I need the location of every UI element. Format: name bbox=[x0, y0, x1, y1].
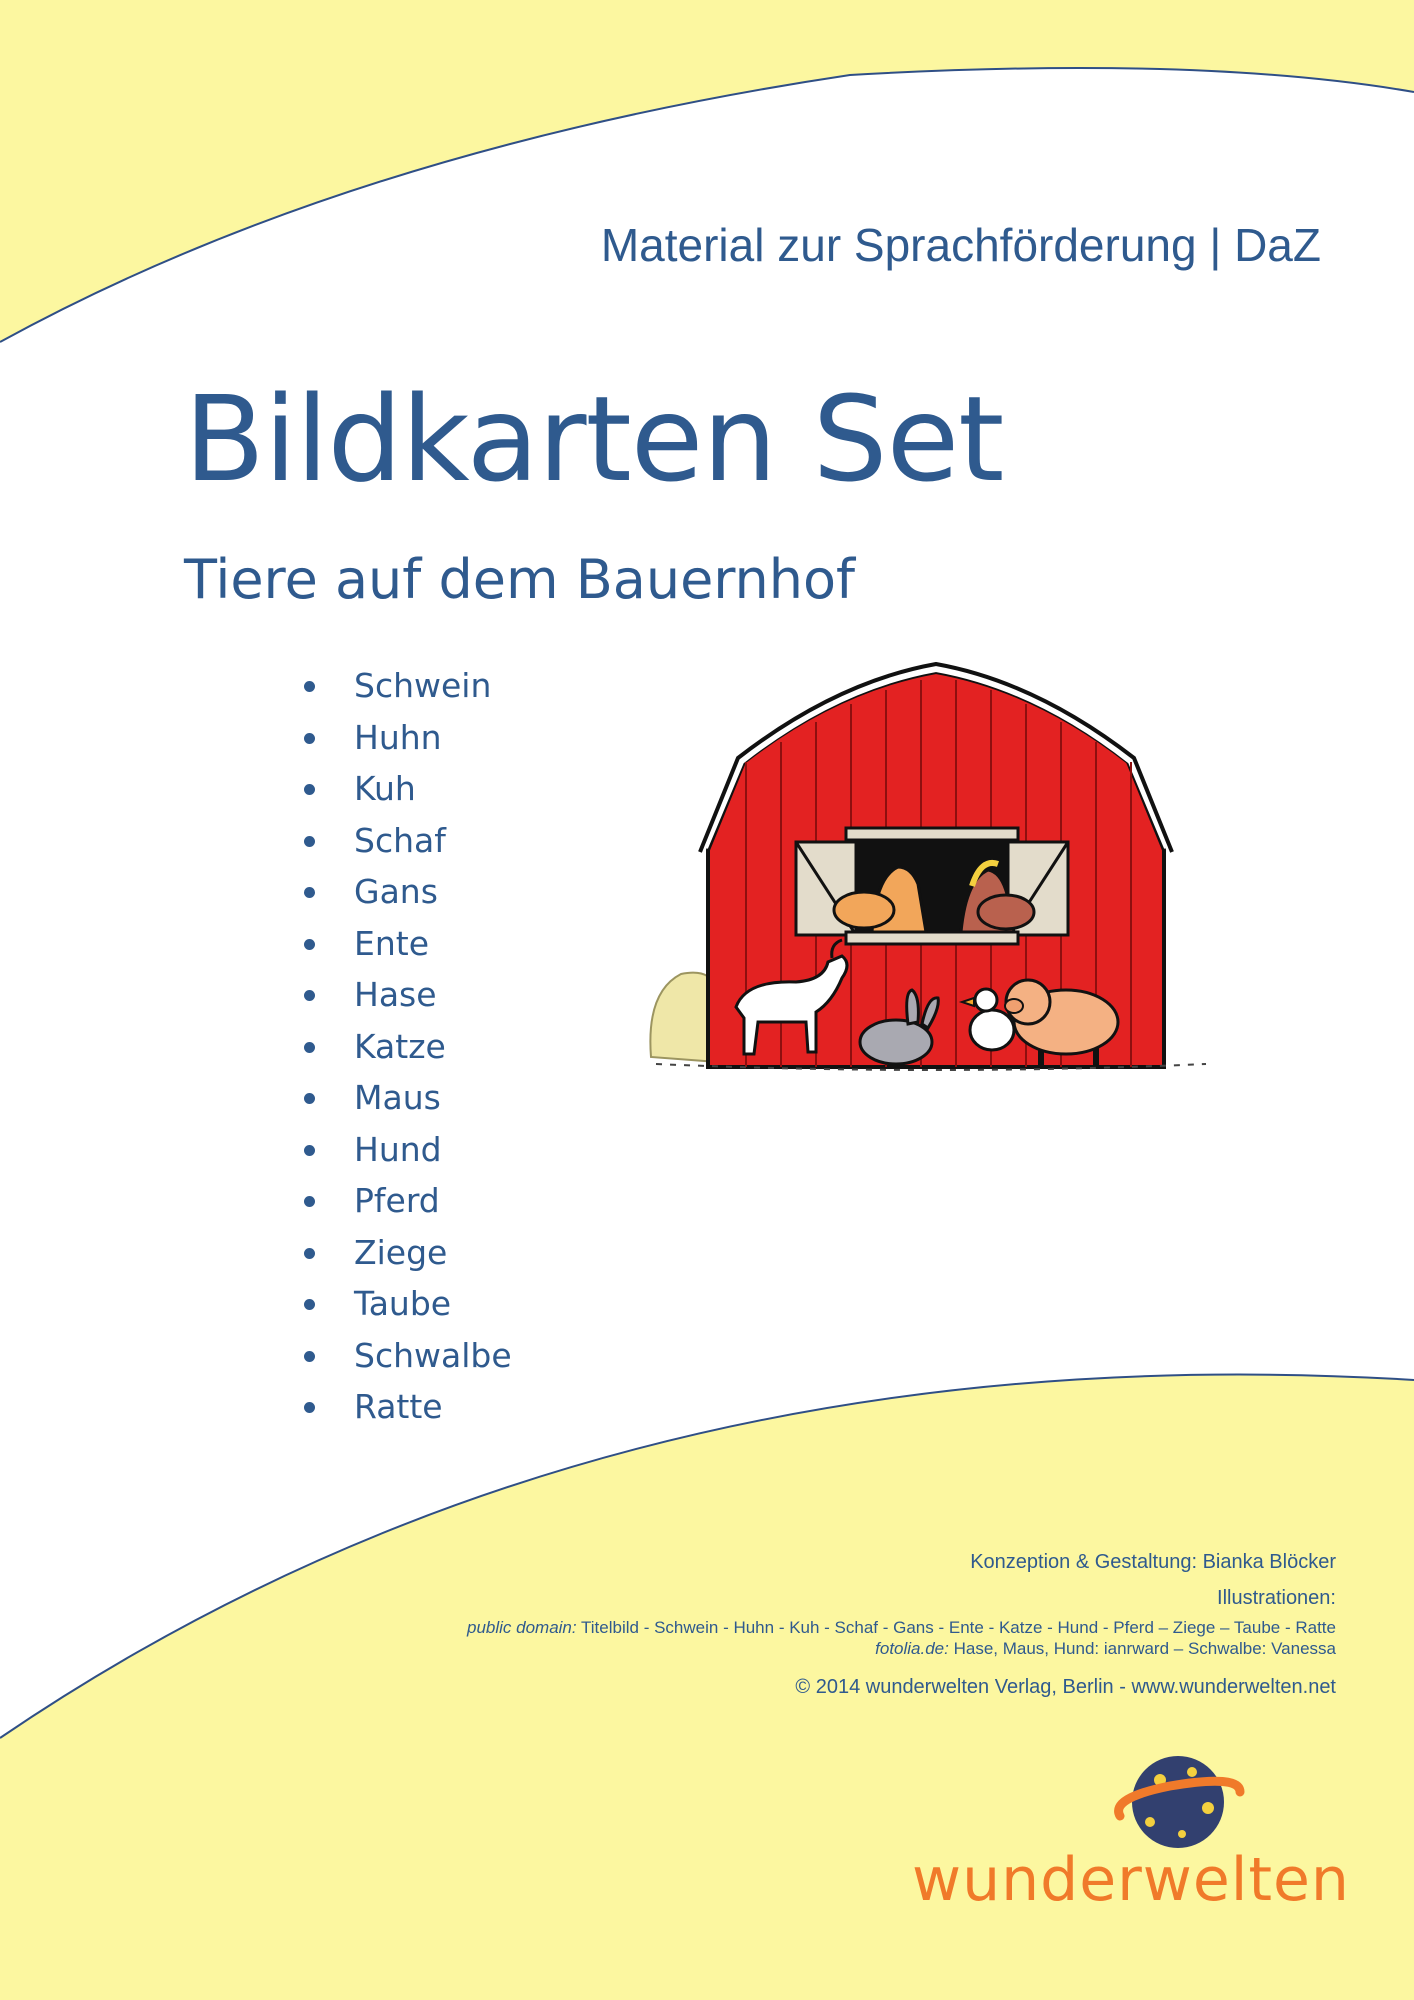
list-item: Ziege bbox=[300, 1227, 512, 1279]
credits-illustrations-label: Illustrationen: bbox=[1217, 1587, 1336, 1609]
kicker-text: Material zur Sprachförderung | DaZ bbox=[600, 219, 1321, 271]
list-item: Huhn bbox=[300, 712, 512, 764]
fotolia-label: fotolia.de: bbox=[875, 1639, 949, 1658]
fotolia-items: Hase, Maus, Hund: ianrward – Schwalbe: Vanessa bbox=[953, 1639, 1336, 1658]
list-item: Maus bbox=[300, 1072, 512, 1124]
public-domain-items: Titelbild - Schwein - Huhn - Kuh - Schaf - Gans - Ente - Katze - Hund - Pferd – Ziege – Taube - Ratte bbox=[581, 1618, 1336, 1637]
page-subtitle: Tiere auf dem Bauernhof bbox=[184, 548, 856, 611]
list-item: Schwein bbox=[300, 660, 512, 712]
list-item: Kuh bbox=[300, 763, 512, 815]
list-item: Ente bbox=[300, 918, 512, 970]
credits-fotolia bbox=[875, 1639, 1336, 1659]
list-item: Pferd bbox=[300, 1175, 512, 1227]
logo-wordmark: wunderwelten bbox=[912, 1845, 1350, 1915]
barn-with-farm-animals-icon bbox=[636, 662, 1216, 1082]
list-item: Gans bbox=[300, 866, 512, 918]
animal-list bbox=[300, 660, 512, 1433]
list-item: Taube bbox=[300, 1278, 512, 1330]
list-item: Katze bbox=[300, 1021, 512, 1073]
credits-concept: Konzeption & Gestaltung: Bianka Blöcker bbox=[970, 1551, 1336, 1573]
list-item: Hase bbox=[300, 969, 512, 1021]
page-title: Bildkarten Set bbox=[184, 370, 1004, 508]
list-item: Hund bbox=[300, 1124, 512, 1176]
list-item: Schwalbe bbox=[300, 1330, 512, 1382]
public-domain-label: public domain: bbox=[466, 1618, 577, 1637]
list-item: Ratte bbox=[300, 1381, 512, 1433]
list-item: Schaf bbox=[300, 815, 512, 867]
copyright-line: © 2014 wunderwelten Verlag, Berlin - www.wunderwelten.net bbox=[795, 1676, 1336, 1698]
credits-public-domain bbox=[467, 1618, 1336, 1638]
